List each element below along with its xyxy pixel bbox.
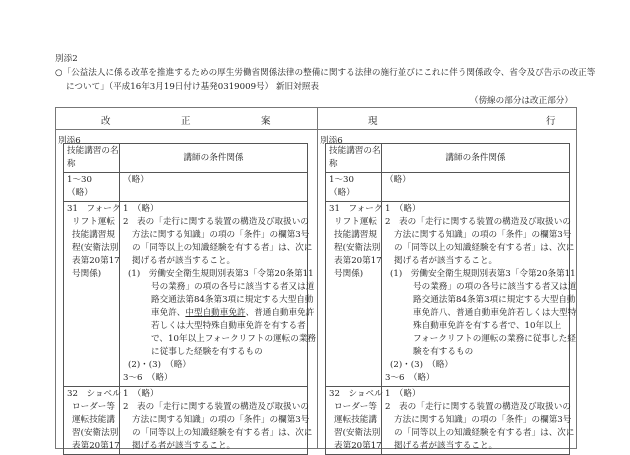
text-line: 掲げる者が該当すること。	[394, 441, 498, 451]
table-header-row	[64, 144, 308, 173]
doc-title-line2: について」（平成16年3月19日付け基発0319009号） 新旧対照表	[66, 82, 319, 92]
text-line: 技能講習の名	[67, 146, 119, 156]
header-old-2: 行	[546, 116, 556, 127]
text-line: の「同等以上の知識経験を有する者」は、次に	[132, 243, 313, 253]
course-name-line: ローダー等	[334, 402, 377, 412]
text-line: 3～6 （略）	[385, 373, 435, 383]
course-name-line: 32 ショベル	[329, 389, 383, 399]
column-divider	[317, 108, 318, 448]
text-line: (1) 労働安全衛生規則別表第3「令第20条第11	[128, 269, 314, 279]
text-line: 験を有するもの	[413, 347, 474, 357]
text-line: 称	[329, 159, 338, 169]
text-line: 殊自動車免許を有する者で、10年以上	[413, 321, 562, 331]
text-line: (2)・(3) （略）	[128, 360, 192, 370]
text-line: （略）	[67, 188, 93, 198]
amended-text: 中型自動車免許	[185, 308, 246, 318]
text-line: 1 （略）	[123, 389, 159, 399]
header-new-2: 正	[181, 116, 191, 127]
conditions-cell: （略）	[120, 173, 308, 202]
text-line: 2 表の「走行に関する装置の構造及び取扱いの	[385, 217, 571, 227]
text-line: 2 表の「走行に関する装置の構造及び取扱いの	[123, 402, 309, 412]
table-row	[64, 173, 308, 202]
text-line: 路交通法第84条第3項に規定する大型自動	[413, 295, 576, 305]
course-name-header	[64, 144, 120, 173]
table-header-row	[326, 144, 570, 173]
header-new-1: 改	[101, 116, 111, 127]
text-line: 号の業務」の項の各号に該当する者又は道	[413, 282, 577, 292]
text-line: 方法に関する知識」の項の「条件」の欄第3号	[132, 415, 310, 425]
header-row	[56, 108, 576, 130]
text-line: で、10年以上フォークリフトの運転の業務	[151, 334, 317, 344]
doc-title-line1: ○「公益法人に係る改革を推進するための厚生労働省関係法律の整備に関する法律の施行並びにこれに伴う関係政令、省令及び告示の改正等	[55, 68, 596, 78]
course-name-cell	[326, 387, 382, 455]
table-row	[64, 387, 308, 455]
conditions-cell	[120, 387, 313, 455]
course-name-cell	[326, 173, 382, 202]
text-line: 1～30	[67, 175, 92, 185]
conditions-cell	[120, 202, 317, 387]
course-name-line: 32 ショベル	[67, 389, 121, 399]
header-new-3: 案	[261, 116, 271, 127]
attachment-label: 別添2	[55, 54, 78, 64]
course-name-line: 31 フォーク	[67, 204, 121, 214]
course-name-line: 習(安衛法別	[334, 428, 381, 438]
text-line: (2)・(3) （略）	[390, 360, 454, 370]
conditions-header: 講師の条件関係	[120, 144, 308, 173]
text-line	[123, 307, 315, 320]
text-line: の「同等以上の知識経験を有する者」は、次に	[394, 428, 575, 438]
course-name-line: 号関係)	[72, 269, 102, 279]
text-span: 、普通自動車免許	[245, 308, 315, 318]
course-name-cell	[326, 202, 382, 387]
attachment-6-label: 別添6	[320, 136, 343, 146]
course-name-line: 運転技能講	[334, 415, 377, 425]
attachment-6-label: 別添6	[58, 136, 81, 146]
text-span: 車免許、	[151, 308, 186, 318]
text-line: 方法に関する知識」の項の「条件」の欄第3号	[132, 230, 310, 240]
text-line: 2 表の「走行に関する装置の構造及び取扱いの	[385, 402, 571, 412]
course-name-line: 技能講習規	[72, 230, 115, 240]
course-name-cell	[64, 387, 120, 455]
conditions-cell	[382, 387, 575, 455]
course-name-line: 運転技能講	[72, 415, 115, 425]
text-line: 路交通法第84条第3項に規定する大型自動	[151, 295, 314, 305]
course-name-line: 表第20第17	[334, 441, 382, 451]
course-name-line: リフト運転	[72, 217, 115, 227]
text-line: 3～6 （略）	[123, 373, 173, 383]
text-line: (1) 労働安全衛生規則別表第3「令第20条第11	[390, 269, 576, 279]
text-line: 掲げる者が該当すること。	[132, 441, 236, 451]
course-name-line: 技能講習規	[334, 230, 377, 240]
text-line: 技能講習の名	[329, 146, 381, 156]
text-line: の「同等以上の知識経験を有する者」は、次に	[394, 243, 575, 253]
course-name-cell	[64, 202, 120, 387]
text-line: 号の業務」の項の各号に該当する者又は道	[151, 282, 315, 292]
text-line: 掲げる者が該当すること。	[132, 256, 236, 266]
instructor-conditions-table	[63, 143, 317, 455]
course-name-line: 表第20第17	[72, 256, 120, 266]
text-line: 方法に関する知識」の項の「条件」の欄第3号	[394, 415, 572, 425]
comparison-table	[55, 107, 577, 449]
course-name-line: 表第20第17	[72, 441, 120, 451]
course-name-line: 程(安衛法別	[334, 243, 381, 253]
text-line: 2 表の「走行に関する装置の構造及び取扱いの	[123, 217, 309, 227]
course-name-cell	[64, 173, 120, 202]
course-name-line: 程(安衛法別	[72, 243, 119, 253]
text-line: 1 （略）	[385, 389, 421, 399]
course-name-line: 習(安衛法別	[72, 428, 119, 438]
text-line: 1 （略）	[385, 204, 421, 214]
course-name-line: 号関係)	[334, 269, 364, 279]
text-line: の「同等以上の知識経験を有する者」は、次に	[132, 428, 313, 438]
header-old-1: 現	[368, 116, 378, 127]
text-line: 掲げる者が該当すること。	[394, 256, 498, 266]
course-name-line: ローダー等	[72, 402, 115, 412]
text-line: 方法に関する知識」の項の「条件」の欄第3号	[394, 230, 572, 240]
text-line: 若しくは大型特殊自動車免許を有する者	[151, 321, 306, 331]
course-name-header	[326, 144, 382, 173]
conditions-header: 講師の条件関係	[382, 144, 570, 173]
table-row	[326, 202, 570, 387]
table-row	[326, 173, 570, 202]
text-line: 1 （略）	[123, 204, 159, 214]
text-line: に従事した経験を有するもの	[151, 347, 263, 357]
text-line: 称	[67, 159, 76, 169]
table-row	[64, 202, 308, 387]
course-name-line: リフト運転	[334, 217, 377, 227]
conditions-cell	[382, 202, 577, 387]
text-line: 車免許八、普通自動車免許若しくは大型特	[413, 308, 577, 318]
text-line: 1～30	[329, 175, 354, 185]
text-line: フォークリフトの運転の業務に従事した経	[413, 334, 576, 344]
table-row	[326, 387, 570, 455]
conditions-cell: （略）	[382, 173, 570, 202]
underline-note: （傍線の部分は改正部分）	[469, 96, 573, 106]
instructor-conditions-table	[325, 143, 577, 455]
text-line: （略）	[329, 188, 355, 198]
course-name-line: 31 フォーク	[329, 204, 383, 214]
course-name-line: 表第20第17	[334, 256, 382, 266]
